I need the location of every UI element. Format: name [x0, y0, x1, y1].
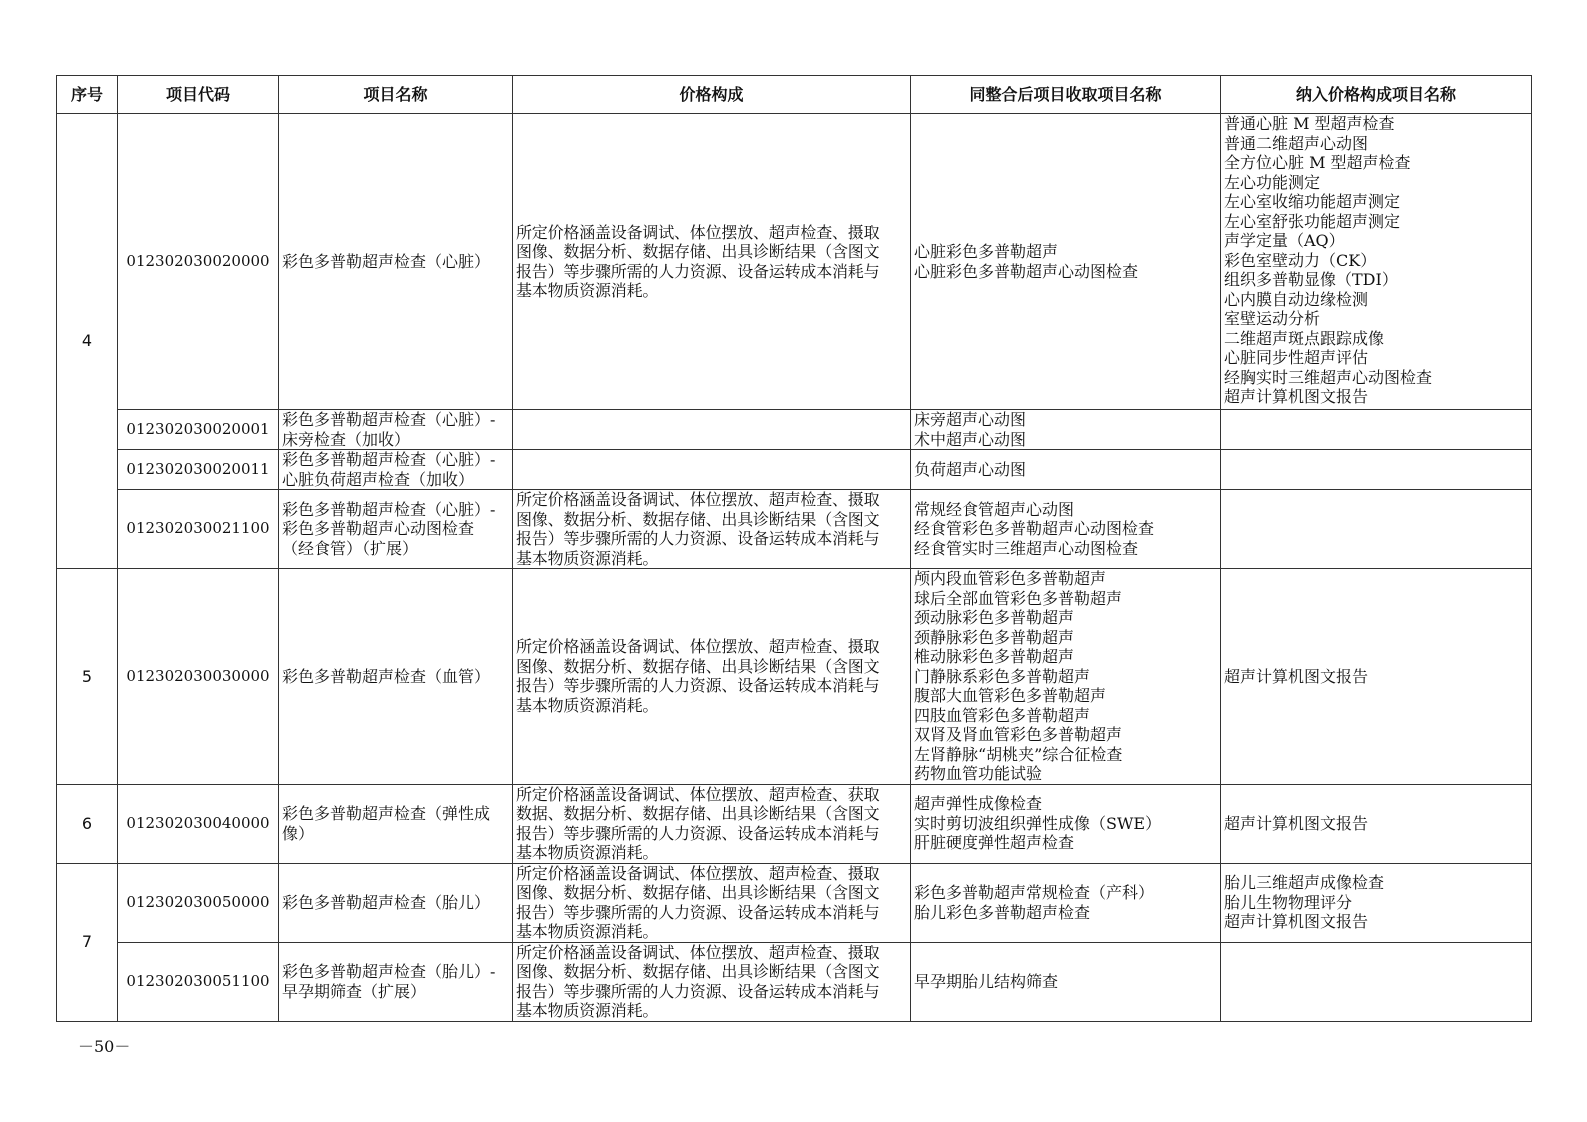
cell-included	[1221, 410, 1532, 450]
page-number: －50－	[78, 1037, 131, 1056]
table-row	[57, 114, 1532, 410]
included-line: 左心功能测定	[1224, 172, 1321, 192]
header-composition: 价格构成	[513, 76, 911, 114]
table-header-row	[57, 76, 1532, 114]
name-line: 心脏负荷超声检查（加收）	[282, 469, 475, 489]
name-line: 彩色多普勒超声检查（心脏）-	[282, 450, 496, 469]
composition-line: 所定价格涵盖设备调试、体位摆放、超声检查、摄取	[516, 863, 880, 883]
cell-included	[1221, 863, 1532, 942]
composition-line: 报告）等步骤所需的人力资源、设备运转成本消耗与	[516, 823, 880, 843]
cell-seq: 4	[57, 114, 118, 569]
table-row	[57, 490, 1532, 569]
merged-line: 腹部大血管彩色多普勒超声	[914, 686, 1107, 705]
included-line: 普通二维超声心动图	[1224, 133, 1369, 153]
merged-line: 经食管彩色多普勒超声心动图检查	[914, 519, 1155, 539]
composition-line: 数据、数据分析、数据存储、出具诊断结果（含图文	[516, 804, 880, 823]
cell-code: 012302030020011	[118, 450, 279, 490]
cell-seq: 7	[57, 863, 118, 1021]
merged-line: 早孕期胎儿结构筛查	[914, 971, 1059, 991]
composition-line: 所定价格涵盖设备调试、体位摆放、超声检查、摄取	[516, 637, 880, 657]
cell-included	[1221, 490, 1532, 569]
cell-composition	[513, 450, 911, 490]
name-line: 像）	[282, 823, 315, 843]
cell-name	[279, 942, 513, 1021]
cell-included	[1221, 569, 1532, 785]
cell-composition	[513, 863, 911, 942]
name-line: 彩色多普勒超声检查（心脏）-	[282, 410, 496, 429]
composition-line: 图像、数据分析、数据存储、出具诊断结果（含图文	[516, 242, 880, 261]
header-seq: 序号	[57, 76, 118, 114]
merged-line: 左肾静脉“胡桃夹”综合征检查	[914, 744, 1123, 764]
name-line: 彩色多普勒超声检查（胎儿）	[282, 892, 491, 912]
cell-name	[279, 114, 513, 410]
cell-merged	[911, 114, 1221, 410]
included-line: 心内膜自动边缘检测	[1224, 289, 1369, 309]
merged-line: 肝脏硬度弹性超声检查	[914, 833, 1075, 853]
cell-merged	[911, 942, 1221, 1021]
composition-line: 报告）等步骤所需的人力资源、设备运转成本消耗与	[516, 981, 880, 1001]
header-name: 项目名称	[279, 76, 513, 114]
included-line: 彩色室壁动力（CK）	[1224, 250, 1377, 270]
composition-line: 所定价格涵盖设备调试、体位摆放、超声检查、摄取	[516, 222, 880, 242]
name-line: 床旁检查（加收）	[282, 429, 411, 449]
name-line: 彩色多普勒超声检查（心脏）	[282, 251, 491, 271]
merged-line: 胎儿彩色多普勒超声检查	[914, 902, 1091, 922]
composition-line: 基本物质资源消耗。	[516, 548, 659, 568]
cell-code: 012302030020001	[118, 410, 279, 450]
cell-code: 012302030021100	[118, 490, 279, 569]
name-line: 早孕期筛查（扩展）	[282, 981, 427, 1001]
included-line: 超声计算机图文报告	[1224, 912, 1369, 932]
merged-line: 实时剪切波组织弹性成像（SWE）	[914, 813, 1162, 833]
merged-line: 超声弹性成像检查	[914, 794, 1043, 814]
composition-line: 基本物质资源消耗。	[516, 922, 659, 941]
cell-seq: 6	[57, 784, 118, 863]
cell-name	[279, 490, 513, 569]
cell-included	[1221, 942, 1532, 1021]
table-row	[57, 784, 1532, 863]
merged-line: 心脏彩色多普勒超声心动图检查	[914, 261, 1139, 281]
table-row	[57, 863, 1532, 942]
merged-line: 颈动脉彩色多普勒超声	[914, 608, 1075, 627]
cell-composition	[513, 784, 911, 863]
merged-line: 床旁超声心动图	[914, 410, 1027, 429]
included-line: 超声计算机图文报告	[1224, 387, 1369, 406]
included-line: 室壁运动分析	[1224, 309, 1321, 328]
cell-merged	[911, 863, 1221, 942]
included-line: 全方位心脏 M 型超声检查	[1224, 153, 1411, 172]
cell-composition	[513, 410, 911, 450]
composition-line: 所定价格涵盖设备调试、体位摆放、超声检查、摄取	[516, 490, 880, 509]
composition-line: 图像、数据分析、数据存储、出具诊断结果（含图文	[516, 509, 880, 529]
merged-line: 四肢血管彩色多普勒超声	[914, 705, 1091, 725]
cell-composition	[513, 942, 911, 1021]
merged-line: 心脏彩色多普勒超声	[914, 242, 1059, 261]
composition-line: 报告）等步骤所需的人力资源、设备运转成本消耗与	[516, 902, 880, 922]
composition-line: 报告）等步骤所需的人力资源、设备运转成本消耗与	[516, 529, 880, 548]
included-line: 超声计算机图文报告	[1224, 666, 1369, 686]
cell-code: 012302030040000	[118, 784, 279, 863]
composition-line: 基本物质资源消耗。	[516, 1001, 659, 1020]
included-line: 经胸实时三维超声心动图检查	[1224, 367, 1433, 387]
cell-merged	[911, 569, 1221, 785]
composition-line: 所定价格涵盖设备调试、体位摆放、超声检查、获取	[516, 784, 880, 804]
merged-line: 术中超声心动图	[914, 429, 1027, 449]
composition-line: 基本物质资源消耗。	[516, 281, 659, 300]
table-row	[57, 942, 1532, 1021]
composition-line: 图像、数据分析、数据存储、出具诊断结果（含图文	[516, 656, 880, 676]
merged-line: 颈静脉彩色多普勒超声	[914, 627, 1075, 647]
composition-line: 图像、数据分析、数据存储、出具诊断结果（含图文	[516, 883, 880, 902]
cell-included	[1221, 114, 1532, 410]
cell-included	[1221, 450, 1532, 490]
name-line: 彩色多普勒超声检查（血管）	[282, 666, 491, 686]
merged-line: 球后全部血管彩色多普勒超声	[914, 588, 1123, 608]
merged-line: 常规经食管超声心动图	[914, 499, 1075, 519]
header-included: 纳入价格构成项目名称	[1221, 76, 1532, 114]
header-merged: 同整合后项目收取项目名称	[911, 76, 1221, 114]
name-line: （经食管）（扩展）	[282, 538, 419, 558]
included-line: 超声计算机图文报告	[1224, 813, 1369, 833]
cell-code: 012302030020000	[118, 114, 279, 410]
merged-line: 经食管实时三维超声心动图检查	[914, 538, 1139, 558]
included-line: 普通心脏 M 型超声检查	[1224, 114, 1395, 133]
cell-merged	[911, 490, 1221, 569]
cell-code: 012302030030000	[118, 569, 279, 785]
included-line: 二维超声斑点跟踪成像	[1224, 328, 1385, 348]
merged-line: 颅内段血管彩色多普勒超声	[914, 569, 1107, 588]
included-line: 胎儿三维超声成像检查	[1224, 873, 1385, 893]
cell-merged	[911, 450, 1221, 490]
merged-line: 椎动脉彩色多普勒超声	[914, 647, 1075, 666]
cell-code: 012302030050000	[118, 863, 279, 942]
composition-line: 图像、数据分析、数据存储、出具诊断结果（含图文	[516, 962, 880, 981]
cell-composition	[513, 569, 911, 785]
cell-merged	[911, 784, 1221, 863]
included-line: 胎儿生物物理评分	[1224, 892, 1353, 912]
name-line: 彩色多普勒超声检查（弹性成	[282, 804, 491, 823]
cell-name	[279, 784, 513, 863]
header-code: 项目代码	[118, 76, 279, 114]
cell-merged	[911, 410, 1221, 450]
composition-line: 报告）等步骤所需的人力资源、设备运转成本消耗与	[516, 676, 880, 696]
included-line: 左心室收缩功能超声测定	[1224, 192, 1401, 211]
composition-line: 所定价格涵盖设备调试、体位摆放、超声检查、摄取	[516, 942, 880, 962]
cell-composition	[513, 114, 911, 410]
name-line: 彩色多普勒超声心动图检查	[282, 519, 475, 539]
cell-name	[279, 450, 513, 490]
cell-included	[1221, 784, 1532, 863]
cell-seq: 5	[57, 569, 118, 785]
name-line: 彩色多普勒超声检查（心脏）-	[282, 499, 496, 519]
table-row	[57, 410, 1532, 450]
merged-line: 药物血管功能试验	[914, 764, 1043, 783]
merged-line: 彩色多普勒超声常规检查（产科）	[914, 883, 1155, 902]
composition-line: 基本物质资源消耗。	[516, 695, 659, 715]
included-line: 左心室舒张功能超声测定	[1224, 211, 1401, 231]
composition-line: 报告）等步骤所需的人力资源、设备运转成本消耗与	[516, 261, 880, 281]
merged-line: 负荷超声心动图	[914, 459, 1027, 479]
cell-name	[279, 569, 513, 785]
merged-line: 双肾及肾血管彩色多普勒超声	[914, 725, 1123, 744]
included-line: 组织多普勒显像（TDI）	[1224, 270, 1398, 289]
included-line: 声学定量（AQ）	[1224, 231, 1345, 250]
cell-name	[279, 863, 513, 942]
table-row	[57, 569, 1532, 785]
cell-name	[279, 410, 513, 450]
composition-line: 基本物质资源消耗。	[516, 843, 659, 862]
table-row	[57, 450, 1532, 490]
name-line: 彩色多普勒超声检查（胎儿）-	[282, 962, 496, 981]
cell-code: 012302030051100	[118, 942, 279, 1021]
cell-composition	[513, 490, 911, 569]
merged-line: 门静脉系彩色多普勒超声	[914, 666, 1091, 686]
price-table	[56, 75, 1532, 1022]
included-line: 心脏同步性超声评估	[1224, 348, 1369, 367]
